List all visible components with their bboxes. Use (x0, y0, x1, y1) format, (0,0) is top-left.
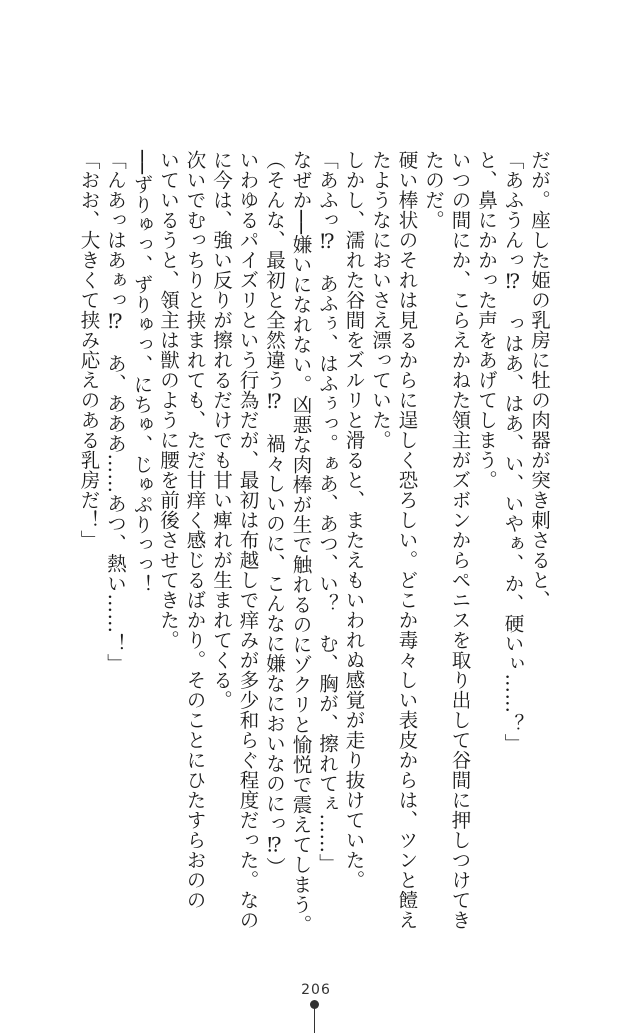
page-number: 206 (301, 982, 331, 998)
text-line: 「あふうんっ⁉ っはあ、はあ、い、いやぁ、か、硬いぃ……？」 (501, 150, 525, 754)
text-line: と、鼻にかかった声をあげてしまう。 (475, 150, 498, 490)
text-line: 「あふっ⁉ あふぅ、はふぅっ。ぁあ、あつ、い？ む、胸が、擦れてぇ……」 (316, 150, 339, 874)
page-marker-line (314, 1008, 315, 1033)
text-line: 硬い棒状のそれは見るからに逞しく恐ろしい。どこか毒々しい表皮からは、ツンと饐え (395, 150, 419, 930)
text-line: （そんな、最初と全然違う⁉ 禍々しいのに、こんなに嫌なにおいなのにっ⁉） (263, 150, 286, 877)
text-line: しかし、濡れた谷間をズルリと滑ると、またえもいわれぬ感覚が走り抜けていた。 (342, 150, 366, 890)
text-line: 次いでむっちりと挟まれても、ただ甘痒く感じるばかり。そのことにひたすらおのの (183, 150, 207, 910)
text-line: なぜか──嫌いになれない。凶悪な肉棒が生で触れるのにゾクリと愉悦で震えてしまう。 (289, 150, 313, 935)
text-line: だが。座した姫の乳房に牡の肉器が突き刺さると、 (528, 150, 551, 610)
text-line: いわゆるパイズリという行為だが、最初は布越しで痒みが多少和らぐ程度だった。なの (236, 150, 260, 930)
text-line: 「んあっはあぁっ⁉ あ、あああ……あつ、熱い……！」 (104, 150, 127, 674)
text-line: 「おお、大きくて挟み応えのある乳房だ！」 (77, 150, 101, 550)
text-line: に今は、強い反りが擦れるだけでも甘い痺れが生まれてくる。 (210, 150, 233, 710)
text-line: ──ずりゅっ、ずりゅっ、にちゅ、じゅぷりっっ！ (130, 150, 154, 595)
text-line: いつの間にか、こらえかねた領主がズボンからペニスを取り出して谷間に押しつけてき (448, 150, 472, 930)
text-line: たのだ。 (422, 150, 445, 230)
text-line: いているうと、領主は獣のように腰を前後させてきた。 (157, 150, 180, 650)
vertical-text-body (75, 150, 552, 950)
text-line: たようなにおいさえ漂っていた。 (369, 150, 392, 450)
